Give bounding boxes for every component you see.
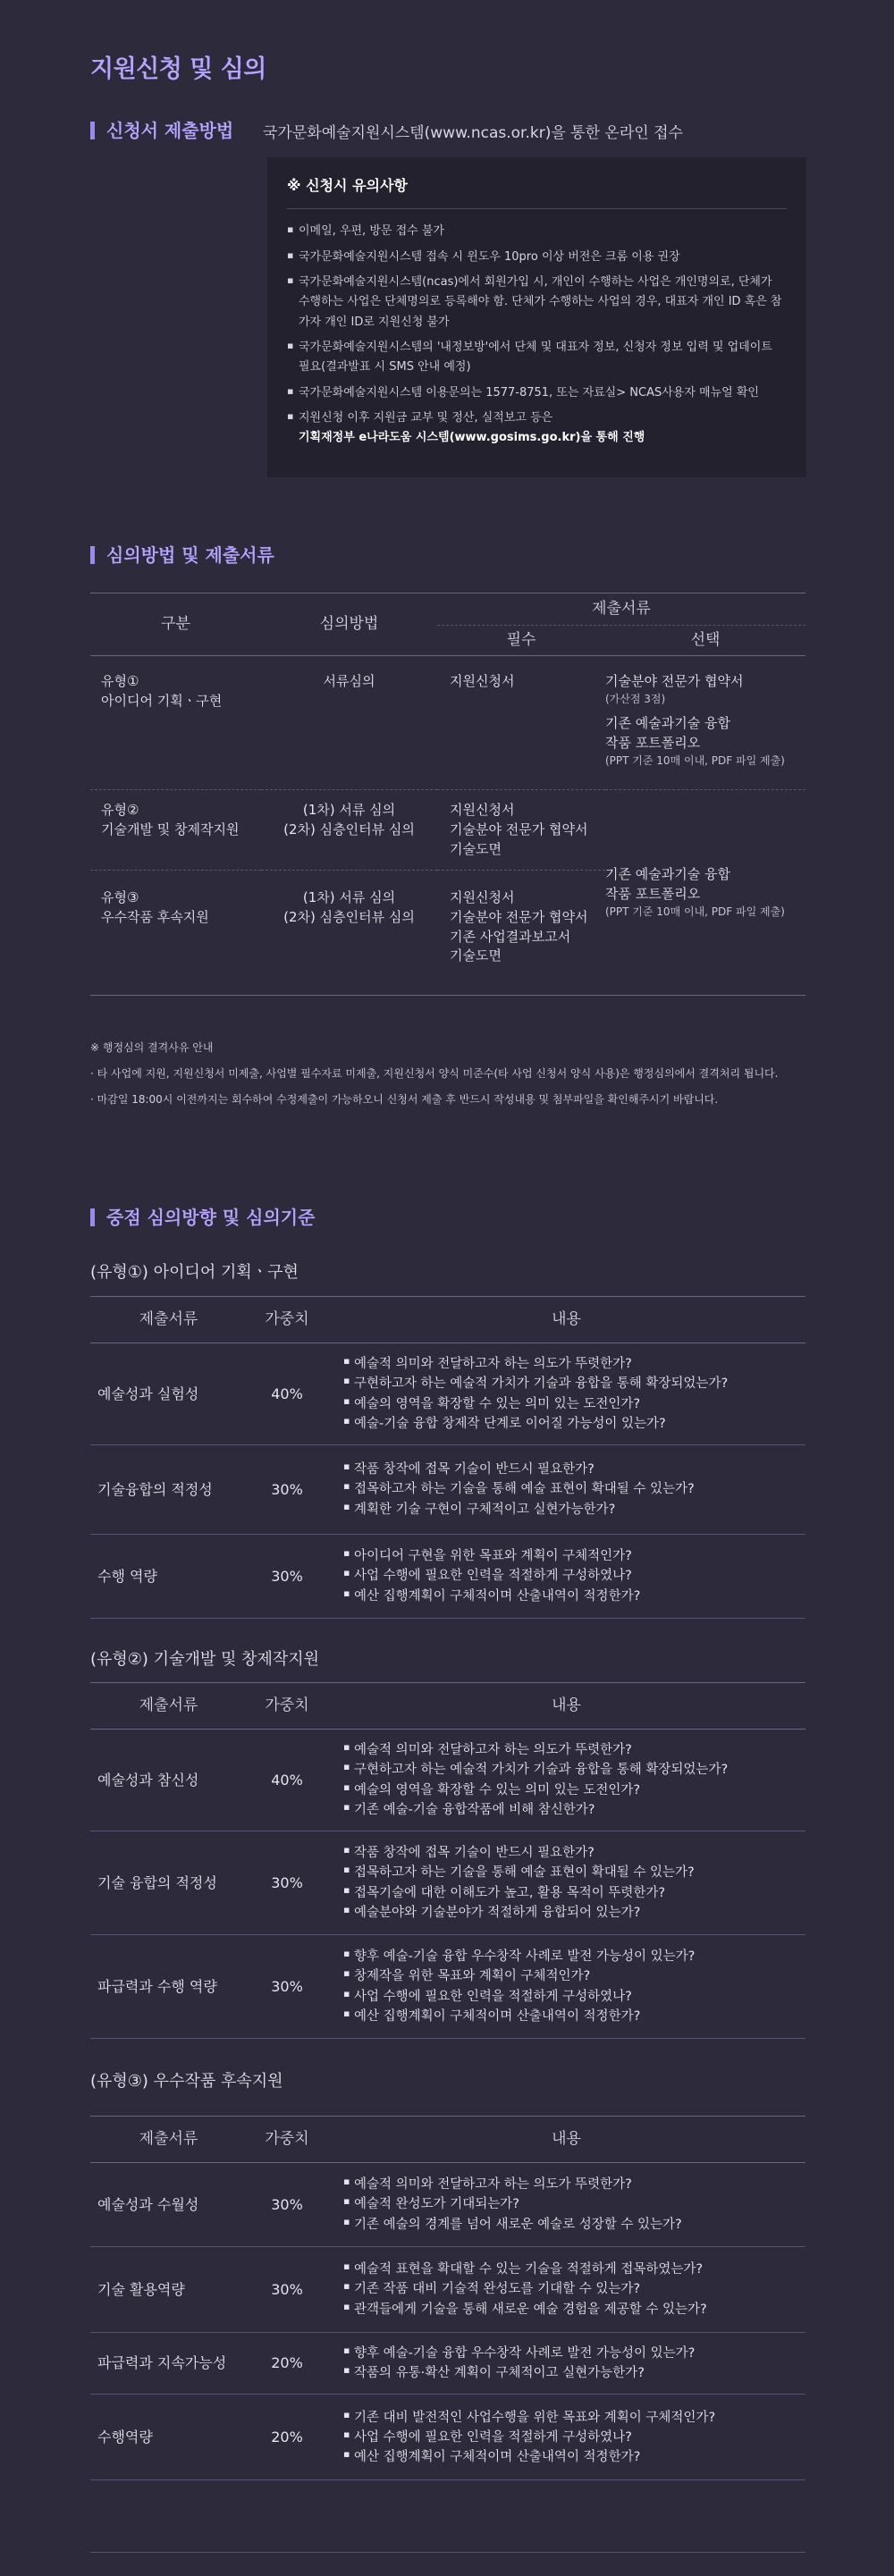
criteria-item: ▪ 예술적 표현을 확대할 수 있는 기술을 적절하게 접목하였는가? <box>343 2260 805 2279</box>
criteria-item: ▪ 사업 수행에 필요한 인력을 적절하게 구성하였나? <box>343 2428 805 2447</box>
criteria-weight: 30% <box>247 2247 327 2333</box>
col-header-weight: 가중치 <box>247 1683 327 1730</box>
col-header-required: 필수 <box>437 626 605 656</box>
criteria-item: ▪ 향후 예술-기술 융합 우수창작 사례로 발전 가능성이 있는가? <box>343 1947 805 1966</box>
criteria-item: ▪ 예술-기술 융합 창제작 단계로 이어질 가능성이 있는가? <box>343 1414 805 1434</box>
criteria-item: ▪ 사업 수행에 필요한 인력을 적절하게 구성하였나? <box>343 1987 805 2007</box>
review-table <box>90 593 805 996</box>
criteria-name: 예술성과 수월성 <box>90 2163 247 2247</box>
optional-note: (PPT 기준 10매 이내, PDF 파일 제출) <box>605 753 785 767</box>
criteria-weight: 20% <box>247 2333 327 2395</box>
criteria-item: ▪ 기존 대비 발전적인 사업수행을 위한 목표와 계획이 구체적인가? <box>343 2408 805 2428</box>
page-title: 지원신청 및 심의 <box>90 55 266 83</box>
criteria-item: ▪ 예산 집행계획이 구체적이며 산출내역이 적정한가? <box>343 2447 805 2467</box>
optional-cell <box>605 656 805 790</box>
type-cell <box>90 871 261 996</box>
optional-cell-shared <box>605 790 805 996</box>
criteria-content <box>327 2247 805 2333</box>
notice-item: ▪ 국가문화예술지원시스템 이용문의는 1577-8751, 또는 자료실> NCAS사용자 매뉴얼 확인 <box>287 383 787 403</box>
criteria-weight: 30% <box>247 1831 327 1935</box>
required-doc: 기술도면 <box>450 947 502 964</box>
criteria-weight: 30% <box>247 1935 327 2039</box>
method-text: 서류심의 <box>323 673 375 689</box>
required-doc: 지원신청서 <box>450 802 515 818</box>
criteria-content <box>327 1831 805 1935</box>
optional-doc: 작품 포트폴리오 <box>605 885 701 902</box>
type-cell <box>90 790 261 871</box>
table-row <box>90 2333 805 2395</box>
criteria-name: 수행 역량 <box>90 1535 247 1619</box>
criteria-weight: 40% <box>247 1730 327 1831</box>
notice-title: ※ 신청시 유의사항 <box>287 175 787 209</box>
criteria-group-title: (유형①) 아이디어 기획ㆍ구현 <box>90 1263 299 1282</box>
col-header-doc: 제출서류 <box>90 1683 247 1730</box>
table-row <box>90 1831 805 1935</box>
criteria-item: ▪ 계획한 기술 구현이 구체적이고 실현가능한가? <box>343 1500 805 1520</box>
required-cell <box>437 656 605 790</box>
method-cell <box>261 871 437 996</box>
table-row <box>90 2163 805 2247</box>
criteria-content <box>327 2333 805 2395</box>
type-number: 유형③ <box>101 889 139 905</box>
required-cell <box>437 871 605 996</box>
col-header-weight: 가중치 <box>247 2117 327 2163</box>
method-cell <box>261 656 437 790</box>
method-text: (1차) 서류 심의 <box>302 802 396 818</box>
criteria-group-title: (유형②) 기술개발 및 창제작지원 <box>90 1650 320 1669</box>
optional-doc: 기존 예술과기술 융합 <box>605 866 730 883</box>
criteria-item: ▪ 예술적 의미와 전달하고자 하는 의도가 뚜렷한가? <box>343 1354 805 1374</box>
criteria-item: ▪ 예술분야와 기술분야가 적절하게 융합되어 있는가? <box>343 1903 805 1923</box>
criteria-item: ▪ 기존 예술-기술 융합작품에 비해 참신한가? <box>343 1800 805 1820</box>
criteria-item: ▪ 창제작을 위한 목표와 계획이 구체적인가? <box>343 1966 805 1986</box>
method-text: (2차) 심층인터뷰 심의 <box>283 908 415 925</box>
criteria-name: 기술융합의 적정성 <box>90 1445 247 1535</box>
criteria-item: ▪ 예술적 의미와 전달하고자 하는 의도가 뚜렷한가? <box>343 1740 805 1760</box>
notes-title: ※ 행정심의 결격사유 안내 <box>90 1041 214 1054</box>
col-header-type: 구분 <box>90 593 261 656</box>
col-header-doc: 제출서류 <box>90 1297 247 1343</box>
col-header-docs: 제출서류 <box>437 593 805 626</box>
criteria-weight: 40% <box>247 1343 327 1445</box>
required-doc: 지원신청서 <box>450 889 515 905</box>
criteria-name: 예술성과 참신성 <box>90 1730 247 1831</box>
criteria-group-title: (유형③) 우수작품 후속지원 <box>90 2072 283 2091</box>
note-item: · 마감일 18:00시 이전까지는 회수하여 수정제출이 가능하오니 신청서 제출 후 반드시 작성내용 및 첨부파일을 확인해주시기 바랍니다. <box>90 1092 719 1106</box>
notice-list <box>287 222 787 449</box>
type-number: 유형① <box>101 673 139 689</box>
criteria-item: ▪ 접목하고자 하는 기술을 통해 예술 표현이 확대될 수 있는가? <box>343 1863 805 1882</box>
criteria-name: 파급력과 지속가능성 <box>90 2333 247 2395</box>
criteria-content <box>327 1935 805 2039</box>
required-doc: 기존 사업결과보고서 <box>450 928 571 945</box>
type-name: 우수작품 후속지원 <box>101 908 209 925</box>
table-row <box>90 1535 805 1619</box>
section-heading-criteria: 중점 심의방향 및 심의기준 <box>90 1205 315 1231</box>
type-cell <box>90 656 261 790</box>
required-doc: 기술분야 전문가 협약서 <box>450 908 588 925</box>
criteria-content <box>327 1343 805 1445</box>
criteria-weight: 20% <box>247 2395 327 2480</box>
optional-doc: 기술분야 전문가 협약서 <box>605 673 744 689</box>
criteria-content <box>327 2163 805 2247</box>
criteria-content <box>327 2395 805 2480</box>
optional-doc: 작품 포트폴리오 <box>605 734 701 751</box>
criteria-item: ▪ 예술적 완성도가 기대되는가? <box>343 2194 805 2214</box>
optional-note: (가산점 3점) <box>605 692 666 705</box>
col-header-content: 내용 <box>327 2117 805 2163</box>
criteria-item: ▪ 향후 예술-기술 융합 우수창작 사례로 발전 가능성이 있는가? <box>343 2344 805 2363</box>
criteria-item: ▪ 접목하고자 하는 기술을 통해 예술 표현이 확대될 수 있는가? <box>343 1479 805 1499</box>
table-row <box>90 1445 805 1535</box>
type-name: 기술개발 및 창제작지원 <box>101 821 240 838</box>
required-doc: 기술분야 전문가 협약서 <box>450 821 588 838</box>
review-row <box>90 656 805 790</box>
criteria-name: 수행역량 <box>90 2395 247 2480</box>
note-item: · 타 사업에 지원, 지원신청서 미제출, 사업별 필수자료 미제출, 지원신청서 양식 미준수(타 사업 신청서 양식 사용)은 행정심의에서 결격처리 됩니다. <box>90 1066 779 1080</box>
criteria-item: ▪ 기존 작품 대비 기술적 완성도를 기대할 수 있는가? <box>343 2279 805 2299</box>
criteria-item: ▪ 접목기술에 대한 이해도가 높고, 활용 목적이 뚜렷한가? <box>343 1883 805 1903</box>
notice-bold-text: 기획재정부 e나라도움 시스템(www.gosims.go.kr)을 통해 진행 <box>299 431 645 445</box>
submit-description: 국가문화예술지원시스템(www.ncas.or.kr)을 통한 온라인 접수 <box>263 124 683 142</box>
table-row <box>90 2395 805 2480</box>
method-text: (2차) 심층인터뷰 심의 <box>283 821 415 838</box>
section-heading-review: 심의방법 및 제출서류 <box>90 543 274 568</box>
criteria-item: ▪ 예술적 의미와 전달하고자 하는 의도가 뚜렷한가? <box>343 2175 805 2194</box>
review-notes <box>90 1035 823 1112</box>
criteria-table <box>90 2116 805 2480</box>
review-row <box>90 790 805 871</box>
criteria-item: ▪ 작품 창작에 접목 기술이 반드시 필요한가? <box>343 1460 805 1479</box>
table-row <box>90 1343 805 1445</box>
required-doc: 지원신청서 <box>450 673 515 689</box>
notice-item <box>287 408 787 449</box>
criteria-item: ▪ 아이디어 구현을 위한 목표와 계획이 구체적인가? <box>343 1546 805 1566</box>
criteria-name: 기술 융합의 적정성 <box>90 1831 247 1935</box>
method-cell <box>261 790 437 871</box>
section-heading-submit: 신청서 제출방법 <box>90 118 233 144</box>
criteria-item: ▪ 구현하고자 하는 예술적 가치가 기술과 융합을 통해 확장되었는가? <box>343 1374 805 1393</box>
criteria-content <box>327 1730 805 1831</box>
notice-text: 지원신청 이후 지원금 교부 및 정산, 실적보고 등은 <box>299 411 553 425</box>
criteria-weight: 30% <box>247 1535 327 1619</box>
optional-note: (PPT 기준 10매 이내, PDF 파일 제출) <box>605 905 785 918</box>
notice-item: ▪ 국가문화예술지원시스템(ncas)에서 회원가입 시, 개인이 수행하는 사업은 개인명의로, 단체가 수행하는 사업은 단체명의로 등록해야 함. 단체가 수행하는 사업의 경우, 대표자 개인 ID 혹은 참가자 개인 ID로 지원신청 불가 <box>287 273 787 333</box>
type-name: 아이디어 기획ㆍ구현 <box>101 692 223 709</box>
criteria-content <box>327 1535 805 1619</box>
criteria-item: ▪ 사업 수행에 필요한 인력을 적절하게 구성하였나? <box>343 1566 805 1586</box>
method-text: (1차) 서류 심의 <box>302 889 396 905</box>
table-row <box>90 1730 805 1831</box>
notice-item: ▪ 이메일, 우편, 방문 접수 불가 <box>287 222 787 241</box>
optional-doc: 기존 예술과기술 융합 <box>605 715 730 732</box>
criteria-name: 파급력과 수행 역량 <box>90 1935 247 2039</box>
criteria-item: ▪ 예산 집행계획이 구체적이며 산출내역이 적정한가? <box>343 2007 805 2026</box>
bottom-divider <box>90 2552 805 2553</box>
criteria-item: ▪ 관객들에게 기술을 통해 새로운 예술 경험을 제공할 수 있는가? <box>343 2300 805 2319</box>
col-header-method: 심의방법 <box>261 593 437 656</box>
criteria-item: ▪ 구현하고자 하는 예술적 가치가 기술과 융합을 통해 확장되었는가? <box>343 1760 805 1780</box>
col-header-optional: 선택 <box>605 626 805 656</box>
table-row <box>90 2247 805 2333</box>
criteria-item: ▪ 작품의 유통·확산 계획이 구체적이고 실현가능한가? <box>343 2363 805 2383</box>
notice-item: ▪ 국가문화예술지원시스템의 '내정보방'에서 단체 및 대표자 정보, 신청자 정보 입력 및 업데이트 필요(결과발표 시 SMS 안내 예정) <box>287 338 787 378</box>
col-header-weight: 가중치 <box>247 1297 327 1343</box>
type-number: 유형② <box>101 802 139 818</box>
col-header-doc: 제출서류 <box>90 2117 247 2163</box>
notice-box <box>267 157 806 477</box>
col-header-content: 내용 <box>327 1297 805 1343</box>
criteria-table <box>90 1296 805 1619</box>
criteria-item: ▪ 예산 집행계획이 구체적이며 산출내역이 적정한가? <box>343 1587 805 1606</box>
criteria-item: ▪ 작품 창작에 접목 기술이 반드시 필요한가? <box>343 1843 805 1863</box>
criteria-item: ▪ 예술의 영역을 확장할 수 있는 의미 있는 도전인가? <box>343 1394 805 1414</box>
criteria-content <box>327 1445 805 1535</box>
criteria-weight: 30% <box>247 2163 327 2247</box>
criteria-name: 기술 활용역량 <box>90 2247 247 2333</box>
criteria-item: ▪ 기존 예술의 경계를 넘어 새로운 예술로 성장할 수 있는가? <box>343 2215 805 2235</box>
criteria-weight: 30% <box>247 1445 327 1535</box>
required-cell <box>437 790 605 871</box>
notice-item: ▪ 국가문화예술지원시스템 접속 시 윈도우 10pro 이상 버전은 크롬 이용 권장 <box>287 248 787 267</box>
criteria-table <box>90 1682 805 2039</box>
required-doc: 기술도면 <box>450 840 502 857</box>
col-header-content: 내용 <box>327 1683 805 1730</box>
table-row <box>90 1935 805 2039</box>
criteria-name: 예술성과 실험성 <box>90 1343 247 1445</box>
criteria-item: ▪ 예술의 영역을 확장할 수 있는 의미 있는 도전인가? <box>343 1780 805 1800</box>
